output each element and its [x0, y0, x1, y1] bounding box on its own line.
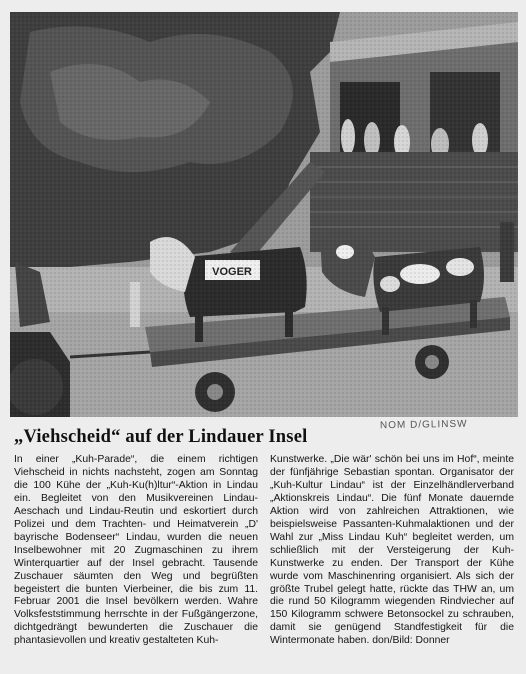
column-2-text: Kunstwerke. „Die wär' schön bei uns im Hof“, meinte der fünfjährige Sebastian spontan. Organisator der „Kuh-Kultur Lindau“ ist der Einzelhändlerverband „Aktionskreis Lindau“. Die fünf Monate dauernde Aktion wird von zahlreichen Attraktionen, wie beispielsweise Passanten-Kuhmalaktionen und der Wahl zur „Miss Lindau Kuh“ begleitet werden, um schließlich mit der Versteigerung der Kuh-Kunstwerke zu enden. Der Transport der Kühe wurde vom Maschinenring organisiert. Als sich der größte Trubel gelegt hatte, rückte das THW an, um die rund 50 Kilogramm wiegenden Rindviecher auf 150 Kilogramm schwere Betonsockel zu schrauben, damit sie genügend Standfestigkeit für die Wintermonate haben. don/Bild: Donner — [270, 454, 514, 647]
column-1-text: In einer „Kuh-Parade“, die einem richtigen Viehscheid in nichts nachsteht, zogen am Sonntag die 100 Kühe der „Kuh-Ku(h)ltur“-Aktion in Lindau ein. Begleitet von den Musikvereinen Lindau-Aeschach und Lindau-Reutin und eskortiert durch Polizei und dem Trachten- und Heimatverein „D' bayrische Bodenseer“ Lindau, wurden die neuen Inselbewohner mit 20 Zugmaschinen zu ihrem Winterquartier auf der Insel gebracht. Tausende Zuschauer säumten den Weg und begrüßten begeistert die bunten Vierbeiner, die bis zum 11. Februar 2001 die Insel bevölkern werden. Wahre Volksfeststimmung herrschte in der Fußgängerzone, dichtgedrängt bewunderten die Zuschauer die phantasievollen und kreativ gestalteten Kuh- — [14, 454, 258, 647]
photo-illustration — [10, 12, 518, 417]
news-photo — [10, 12, 518, 417]
torn-strip-text: NOM D/GLINSW — [379, 418, 468, 432]
article-body — [14, 454, 514, 672]
article-column-1 — [14, 454, 258, 672]
article-headline: „Viehscheid“ auf der Lindauer Insel — [14, 427, 308, 447]
article-column-2 — [270, 454, 514, 672]
